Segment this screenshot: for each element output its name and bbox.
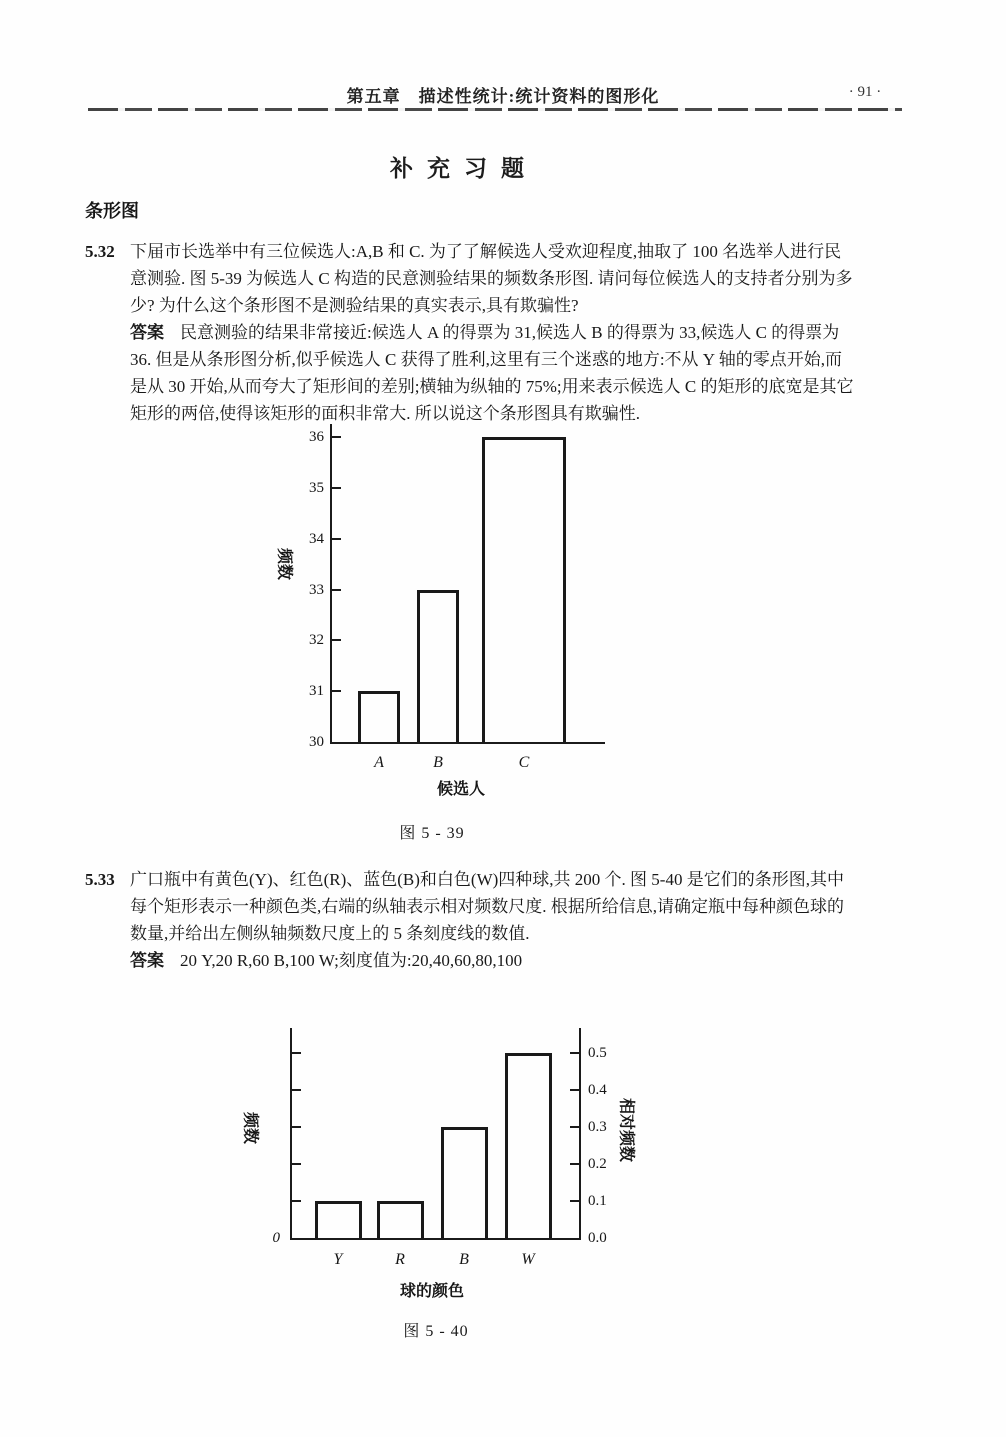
right-y-tick-label: 0.2: [588, 1156, 607, 1172]
problem-5-32: [85, 238, 933, 427]
figure-5-39-bar-chart: [270, 424, 650, 844]
answer-line: [130, 947, 933, 974]
right-y-axis-tick: [570, 1052, 579, 1054]
y-axis-tick: [332, 487, 341, 489]
x-axis-title: 球的颜色: [399, 1283, 464, 1300]
y-axis-tick: [332, 690, 341, 692]
problem-text-line: 少? 为什么这个条形图不是测验结果的真实表示,具有欺骗性?: [130, 296, 579, 315]
answer-text-line: 36. 但是从条形图分析,似乎候选人 C 获得了胜利,这里有三个迷惑的地方:不从 Y 轴的零点开始,而: [130, 350, 842, 369]
problem-text: [130, 238, 933, 427]
right-y-tick-label: 0.5: [588, 1045, 607, 1061]
problem-number: 5.33: [85, 870, 115, 889]
figure-5-40-bar-chart: [230, 1025, 666, 1347]
problem-text: [130, 866, 933, 974]
bar-C: [482, 437, 566, 742]
problem-5-33: [85, 866, 933, 974]
problem-text-line: 数量,并给出左侧纵轴频数尺度上的 5 条刻度线的数值.: [130, 924, 530, 943]
y-tick-label: 35: [309, 480, 324, 496]
x-category-label: Y: [333, 1251, 343, 1268]
y-tick-label: 33: [309, 581, 324, 598]
right-y-axis: [579, 1028, 581, 1240]
problem-text-line: 意测验. 图 5-39 为候选人 C 构造的民意测验结果的频数条形图. 请问每位候选人的支持者分别为多: [130, 269, 853, 288]
y-axis-tick: [332, 538, 341, 540]
bar-W: [505, 1053, 552, 1238]
problem-number: 5.32: [85, 242, 115, 261]
y-tick-label: 30: [309, 734, 324, 750]
answer-text-line: 矩形的两倍,使得该矩形的面积非常大. 所以说这个条形图具有欺骗性.: [130, 404, 640, 423]
bar-B: [417, 590, 459, 742]
x-category-label: W: [521, 1251, 535, 1268]
chapter-header: 第五章 描述性统计:统计资料的图形化: [346, 87, 660, 106]
figure-caption: 图 5 - 39: [399, 825, 465, 842]
left-y-axis-title: 频数: [241, 1111, 259, 1145]
page-title: 补充习题: [390, 156, 538, 181]
y-axis-tick: [332, 436, 341, 438]
x-category-label: R: [395, 1251, 405, 1268]
y-axis: [330, 424, 332, 744]
x-category-label: A: [374, 754, 384, 771]
left-y-axis-tick: [292, 1163, 301, 1165]
right-y-tick-label: 0.4: [588, 1082, 607, 1098]
header-rule: [88, 108, 902, 111]
left-y-axis-tick: [292, 1200, 301, 1202]
bar-R: [377, 1201, 424, 1238]
bar-A: [358, 691, 400, 742]
problem-text-line: 广口瓶中有黄色(Y)、红色(R)、蓝色(B)和白色(W)四种球,共 200 个. 图 5-40 是它们的条形图,其中: [130, 870, 844, 889]
right-y-tick-label: 0.3: [588, 1119, 607, 1135]
right-y-axis-title: 相对频数: [617, 1097, 635, 1163]
right-y-tick-label: 0.1: [588, 1193, 607, 1209]
answer-line: [130, 319, 933, 346]
right-y-axis-tick: [570, 1163, 579, 1165]
answer-text: 民意测验的结果非常接近:候选人 A 的得票为 31,候选人 B 的得票为 33,候选人 C 的得票为: [180, 323, 840, 342]
problem-text-line: 每个矩形表示一种颜色类,右端的纵轴表示相对频数尺度. 根据所给信息,请确定瓶中每种颜色球的: [130, 897, 844, 916]
x-category-label: B: [433, 754, 443, 771]
answer-text-line: 是从 30 开始,从而夸大了矩形间的差别;横轴为纵轴的 75%;用来表示候选人 C 的矩形的底宽是其它: [130, 377, 854, 396]
figure-caption: 图 5 - 40: [403, 1323, 469, 1340]
x-axis: [330, 742, 605, 744]
answer-text: 20 Y,20 R,60 B,100 W;刻度值为:20,40,60,80,100: [180, 951, 523, 970]
bar-Y: [315, 1201, 362, 1238]
left-y-axis: [290, 1028, 292, 1240]
right-y-axis-tick: [570, 1126, 579, 1128]
x-axis-title: 候选人: [436, 781, 485, 798]
left-y-axis-tick: [292, 1126, 301, 1128]
section-heading: 条形图: [85, 201, 139, 221]
x-category-label: B: [459, 1251, 469, 1268]
answer-label: 答案: [130, 323, 164, 342]
right-y-axis-tick: [570, 1200, 579, 1202]
right-y-tick-label: 0.0: [588, 1230, 607, 1246]
y-tick-label: 31: [309, 683, 324, 700]
left-y-axis-tick: [292, 1052, 301, 1054]
answer-label: 答案: [130, 951, 164, 970]
left-axis-origin-label: 0: [272, 1230, 280, 1246]
y-axis-tick: [332, 639, 341, 641]
y-tick-label: 34: [309, 530, 324, 547]
right-y-axis-tick: [570, 1089, 579, 1091]
y-tick-label: 32: [309, 632, 324, 649]
left-y-axis-tick: [292, 1089, 301, 1091]
x-category-label: C: [518, 754, 530, 771]
y-tick-label: 36: [309, 429, 324, 446]
problem-text-line: 下届市长选举中有三位候选人:A,B 和 C. 为了了解候选人受欢迎程度,抽取了 100 名选举人进行民: [130, 242, 842, 261]
y-axis-tick: [332, 589, 341, 591]
y-axis-title: 频数: [275, 548, 293, 581]
page-number: · 91 ·: [848, 84, 882, 100]
x-axis: [290, 1238, 581, 1240]
bar-B: [441, 1127, 488, 1238]
